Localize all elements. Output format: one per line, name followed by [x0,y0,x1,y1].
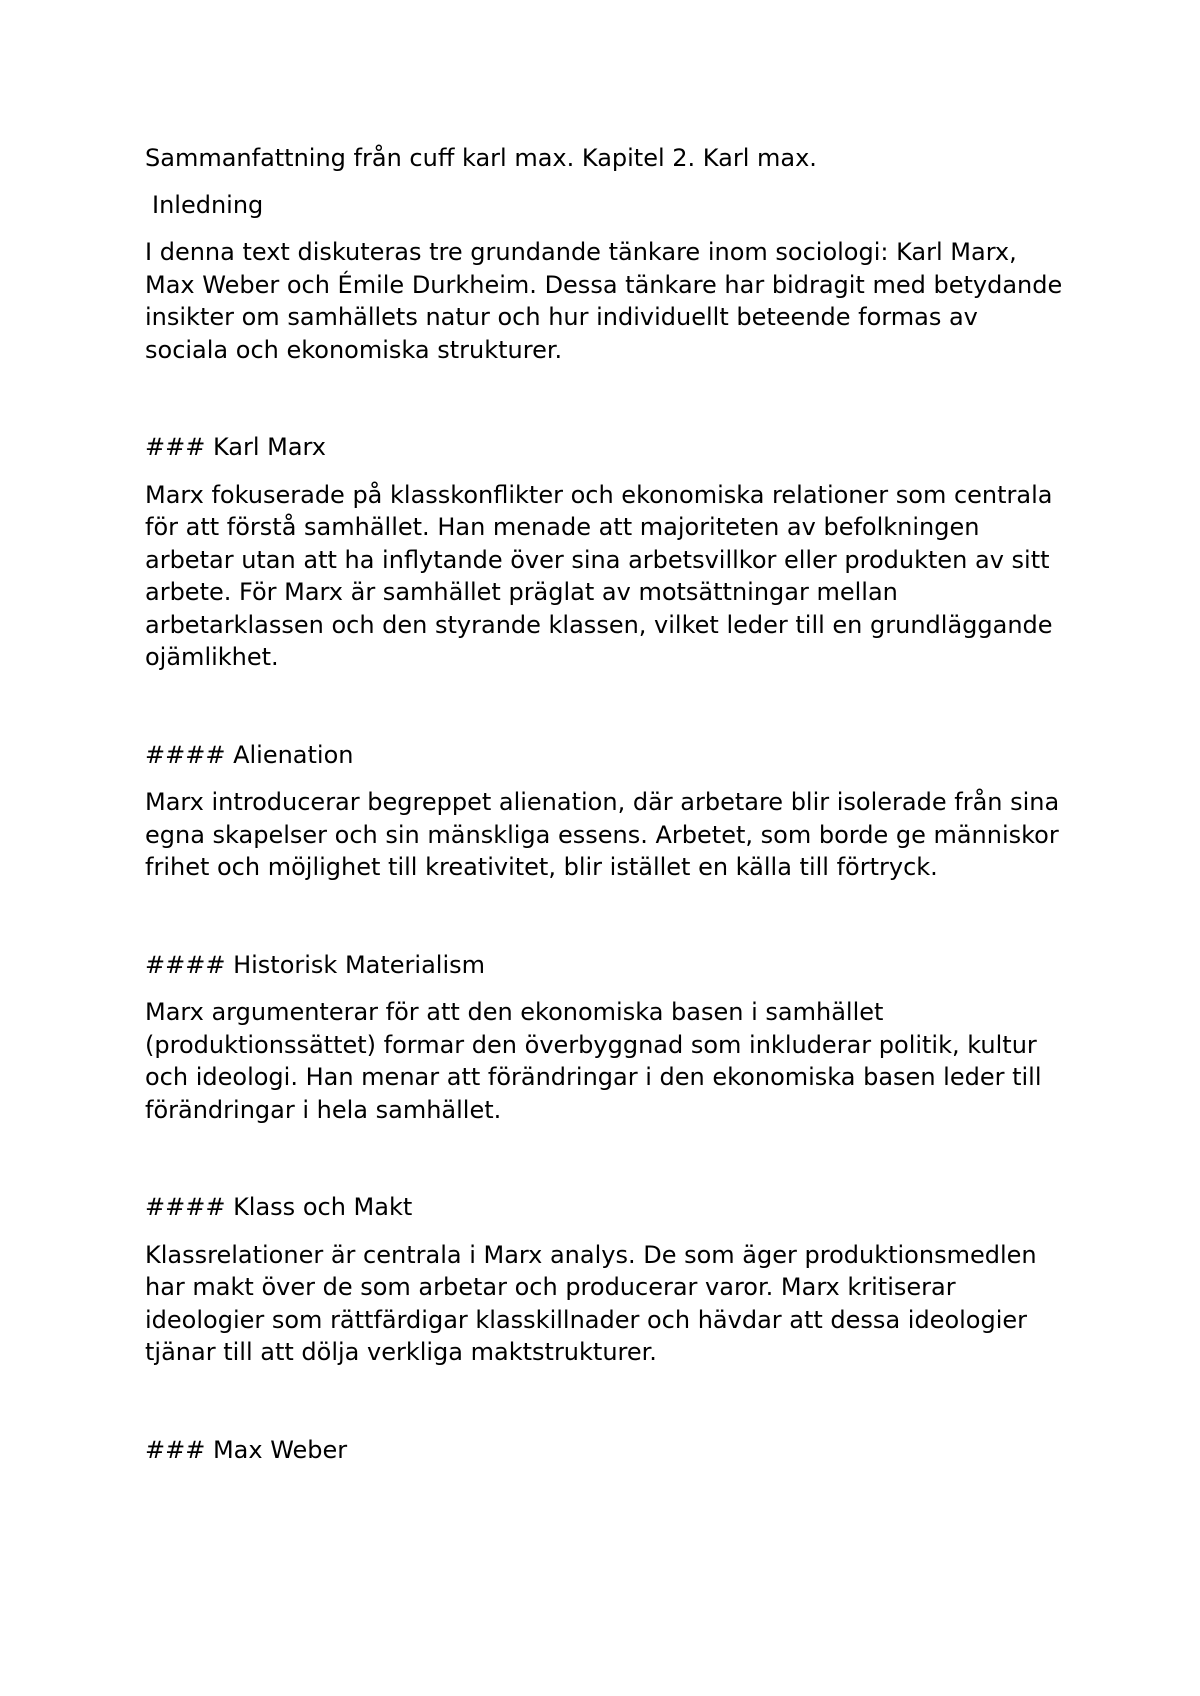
section-paragraph-klass-och-makt: Klassrelationer är centrala i Marx analys. De som äger produktionsmedlen har makt över de som arbetar och producerar varor. Marx kritiserar ideologier som rättfärdigar klasskillnader och hävdar att dessa ideologier tjänar till att dölja verkliga maktstrukturer. [145,1240,1037,1366]
section-heading-alienation: #### Alienation [145,740,354,769]
section-paragraph-historisk-materialism: Marx argumenterar för att den ekonomiska basen i samhället (produktionssättet) formar den överbyggnad som inkluderar politik, kultur och ideologi. Han menar att förändringar i den ekonomiska basen leder till förändringar i hela samhället. [145,998,1042,1124]
section-heading-historisk-materialism: #### Historisk Materialism [145,950,485,979]
section-paragraph-karl-marx: Marx fokuserade på klasskonflikter och ekonomiska relationer som centrala för att förstå samhället. Han menade att majoriteten av befolkningen arbetar utan att ha inflytande över sina arbetsvillkor eller produkten av sitt arbete. För Marx är samhället präglat av motsättningar mellan arbetarklassen och den styrande klassen, vilket leder till en grundläggande ojämlikhet. [145,480,1053,671]
document-title: Sammanfattning från cuff karl max. Kapitel 2. Karl max. [145,144,817,172]
section-paragraph-alienation: Marx introducerar begreppet alienation, där arbetare blir isolerade från sina egna skapelser och sin mänskliga essens. Arbetet, som borde ge människor frihet och möjlighet till kreativitet, blir istället en källa till förtryck. [145,788,1060,881]
intro-paragraph: I denna text diskuteras tre grundande tänkare inom sociologi: Karl Marx, Max Weber och Émile Durkheim. Dessa tänkare har bidragit med betydande insikter om samhällets natur och hur individuellt beteende formas av sociala och ekonomiska strukturer. [145,238,1063,364]
intro-heading: Inledning [152,190,264,219]
document-body [145,142,1065,1481]
section-heading-karl-marx: ### Karl Marx [145,433,326,461]
section-heading-max-weber: ### Max Weber [145,1435,348,1464]
section-heading-klass-och-makt: #### Klass och Makt [145,1193,413,1221]
